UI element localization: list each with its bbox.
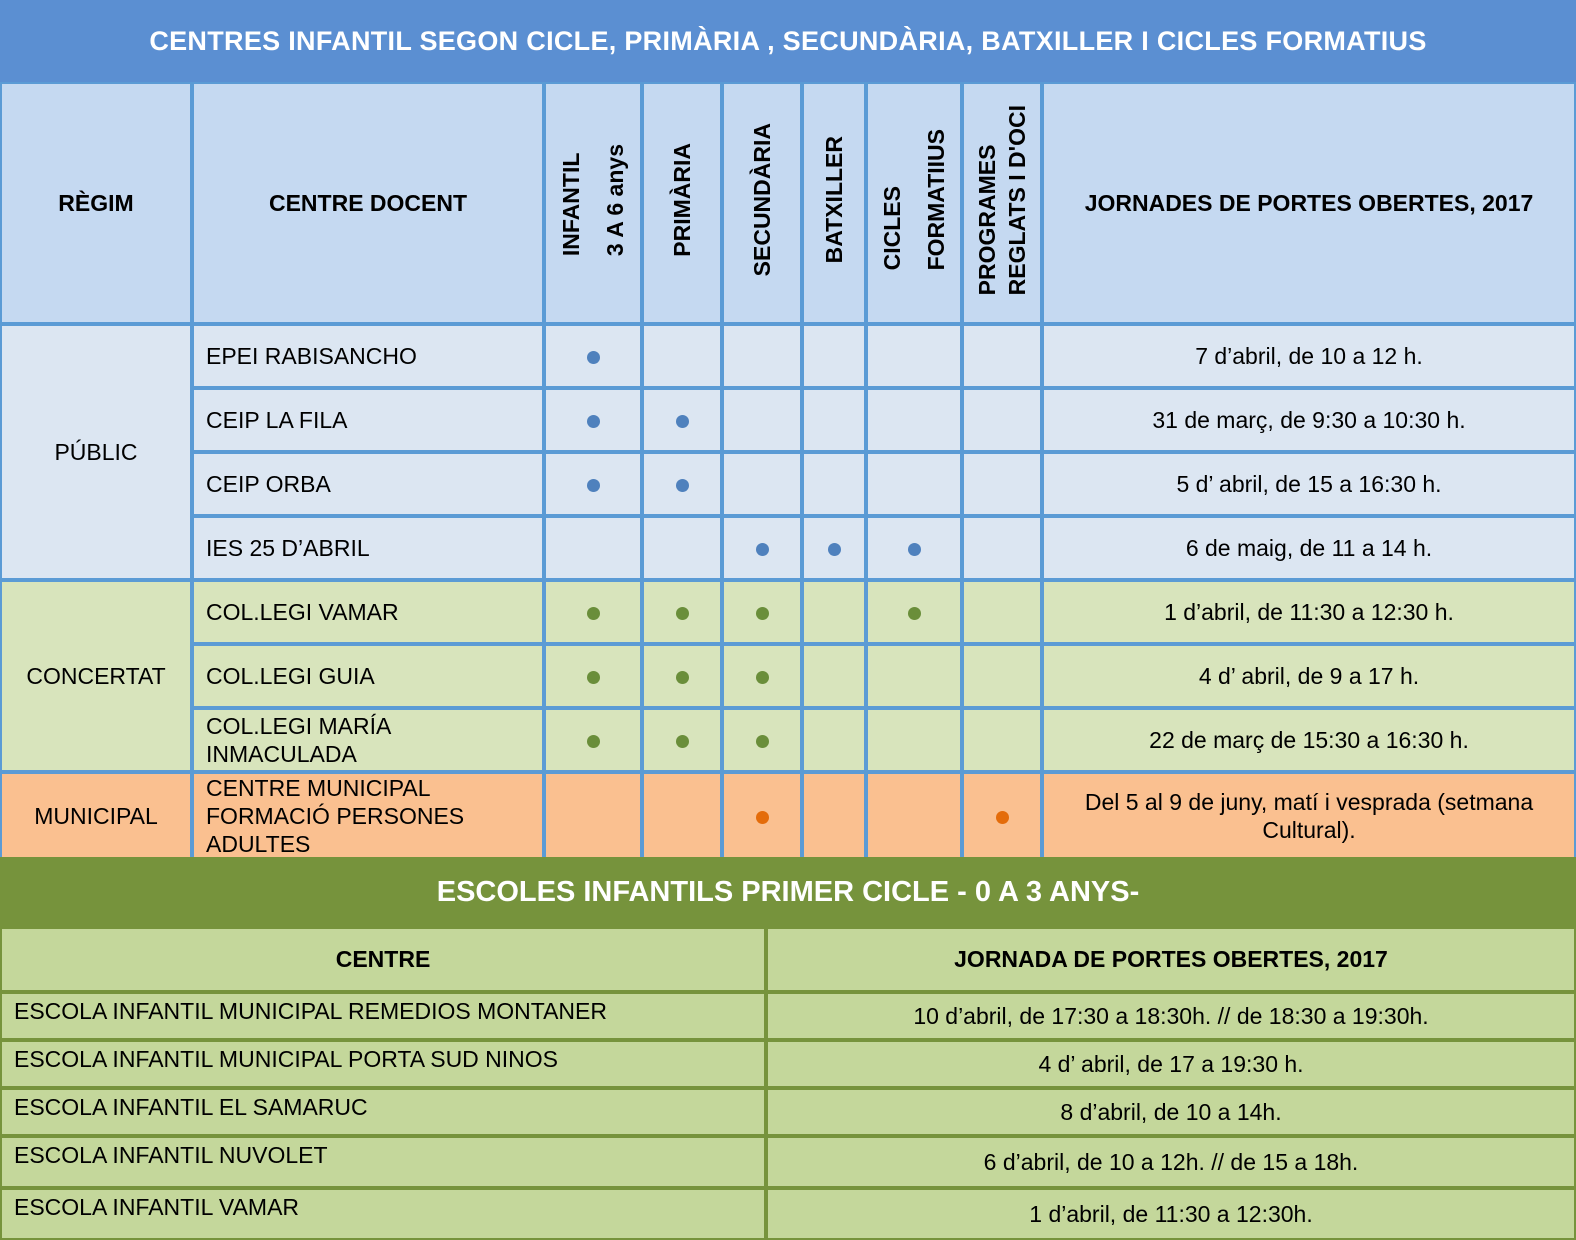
header-batxiller-text: BATXILLER xyxy=(821,136,847,264)
table-row xyxy=(0,516,1576,580)
nursery-dates: 1 d’abril, de 11:30 a 12:30h. xyxy=(766,1188,1576,1240)
header-primaria-text: PRIMÀRIA xyxy=(669,143,695,257)
empty-cell xyxy=(962,516,1042,580)
mark-secundaria xyxy=(722,708,802,772)
mark-primaria xyxy=(642,452,722,516)
empty-cell xyxy=(722,324,802,388)
mark-infantil xyxy=(544,452,642,516)
header-regim: RÈGIM xyxy=(0,82,192,324)
list-item xyxy=(0,1188,1576,1240)
table-row xyxy=(0,452,1576,516)
table-row xyxy=(0,580,1576,644)
header-programes xyxy=(962,82,1042,324)
empty-cell xyxy=(962,644,1042,708)
dot-icon xyxy=(756,735,769,748)
empty-cell xyxy=(962,388,1042,452)
centre-name: COL.LEGI GUIA xyxy=(192,644,544,708)
open-day-dates: 1 d’abril, de 11:30 a 12:30 h. xyxy=(1042,580,1576,644)
centre-name: COL.LEGI MARÍA INMACULADA xyxy=(192,708,544,772)
mark-infantil xyxy=(544,580,642,644)
table-row xyxy=(0,388,1576,452)
empty-cell xyxy=(802,708,866,772)
list-item xyxy=(0,1088,1576,1136)
empty-cell xyxy=(866,708,962,772)
open-day-dates: 6 de maig, de 11 a 14 h. xyxy=(1042,516,1576,580)
mark-secundaria xyxy=(722,772,802,860)
nursery-name: ESCOLA INFANTIL VAMAR xyxy=(0,1188,766,1240)
mark-secundaria xyxy=(722,644,802,708)
dot-icon xyxy=(756,543,769,556)
table-row xyxy=(0,644,1576,708)
dot-icon xyxy=(996,811,1009,824)
list-item xyxy=(0,1136,1576,1188)
empty-cell xyxy=(866,772,962,860)
dot-icon xyxy=(756,671,769,684)
empty-cell xyxy=(962,708,1042,772)
mark-cicles xyxy=(866,580,962,644)
top-title: CENTRES INFANTIL SEGON CICLE, PRIMÀRIA , SECUNDÀRIA, BATXILLER I CICLES FORMATIUS xyxy=(0,0,1576,82)
header-secundaria-text: SECUNDÀRIA xyxy=(749,123,775,277)
mark-infantil xyxy=(544,708,642,772)
list-item xyxy=(0,992,1576,1040)
header-centre-docent: CENTRE DOCENT xyxy=(192,82,544,324)
empty-cell xyxy=(802,388,866,452)
header-row xyxy=(0,82,1576,324)
table-row xyxy=(0,772,1576,860)
nursery-dates: 8 d’abril, de 10 a 14h. xyxy=(766,1088,1576,1136)
bottom-title: ESCOLES INFANTILS PRIMER CICLE - 0 A 3 ANYS- xyxy=(0,857,1576,927)
table-row xyxy=(0,324,1576,388)
table-row xyxy=(0,708,1576,772)
dot-icon xyxy=(676,415,689,428)
empty-cell xyxy=(802,452,866,516)
centres-table xyxy=(0,82,1576,860)
empty-cell xyxy=(866,388,962,452)
empty-cell xyxy=(802,324,866,388)
header-primaria xyxy=(642,82,722,324)
mark-primaria xyxy=(642,708,722,772)
empty-cell xyxy=(962,324,1042,388)
mark-programes xyxy=(962,772,1042,860)
centre-name: EPEI RABISANCHO xyxy=(192,324,544,388)
open-day-dates: 5 d’ abril, de 15 a 16:30 h. xyxy=(1042,452,1576,516)
list-item xyxy=(0,1040,1576,1088)
nursery-dates: 4 d’ abril, de 17 a 19:30 h. xyxy=(766,1040,1576,1088)
empty-cell xyxy=(866,452,962,516)
header-cicles-text: CICLES FORMATIIUS xyxy=(879,129,949,271)
empty-cell xyxy=(544,772,642,860)
open-day-dates: 7 d’abril, de 10 a 12 h. xyxy=(1042,324,1576,388)
centre-name: IES 25 D’ABRIL xyxy=(192,516,544,580)
centre-name: CEIP ORBA xyxy=(192,452,544,516)
nursery-schools-table xyxy=(0,927,1576,1240)
mark-batxiller xyxy=(802,516,866,580)
dot-icon xyxy=(587,415,600,428)
dot-icon xyxy=(676,671,689,684)
dot-icon xyxy=(756,811,769,824)
dot-icon xyxy=(756,607,769,620)
header-secundaria xyxy=(722,82,802,324)
open-day-dates: 22 de març de 15:30 a 16:30 h. xyxy=(1042,708,1576,772)
dot-icon xyxy=(587,671,600,684)
empty-cell xyxy=(544,516,642,580)
empty-cell xyxy=(962,452,1042,516)
header-batxiller xyxy=(802,82,866,324)
mark-primaria xyxy=(642,388,722,452)
nursery-header-row xyxy=(0,927,1576,992)
mark-infantil xyxy=(544,644,642,708)
empty-cell xyxy=(962,580,1042,644)
header-jornades: JORNADES DE PORTES OBERTES, 2017 xyxy=(1042,82,1576,324)
empty-cell xyxy=(802,644,866,708)
centre-name: CEIP LA FILA xyxy=(192,388,544,452)
nursery-name: ESCOLA INFANTIL NUVOLET xyxy=(0,1136,766,1188)
nursery-dates: 10 d’abril, de 17:30 a 18:30h. // de 18:30 a 19:30h. xyxy=(766,992,1576,1040)
empty-cell xyxy=(722,388,802,452)
empty-cell xyxy=(802,580,866,644)
regime-concertat: CONCERTAT xyxy=(0,580,192,772)
dot-icon xyxy=(676,735,689,748)
open-day-dates: Del 5 al 9 de juny, matí i vesprada (setmana Cultural). xyxy=(1042,772,1576,860)
mark-primaria xyxy=(642,644,722,708)
regime-public: PÚBLIC xyxy=(0,324,192,580)
empty-cell xyxy=(642,516,722,580)
header-infantil xyxy=(544,82,642,324)
dot-icon xyxy=(587,735,600,748)
header-jornada: JORNADA DE PORTES OBERTES, 2017 xyxy=(766,927,1576,992)
header-centre: CENTRE xyxy=(0,927,766,992)
nursery-name: ESCOLA INFANTIL MUNICIPAL PORTA SUD NINOS xyxy=(0,1040,766,1088)
mark-cicles xyxy=(866,516,962,580)
empty-cell xyxy=(642,772,722,860)
open-day-dates: 31 de març, de 9:30 a 10:30 h. xyxy=(1042,388,1576,452)
open-day-dates: 4 d’ abril, de 9 a 17 h. xyxy=(1042,644,1576,708)
mark-secundaria xyxy=(722,516,802,580)
empty-cell xyxy=(642,324,722,388)
header-infantil-text: INFANTIL 3 A 6 anys xyxy=(558,143,628,257)
mark-secundaria xyxy=(722,580,802,644)
header-programes-text: PROGRAMES REGLATS I D'OCI xyxy=(974,104,1030,296)
dot-icon xyxy=(587,351,600,364)
centre-name: COL.LEGI VAMAR xyxy=(192,580,544,644)
mark-infantil xyxy=(544,388,642,452)
dot-icon xyxy=(908,543,921,556)
nursery-name: ESCOLA INFANTIL EL SAMARUC xyxy=(0,1088,766,1136)
dot-icon xyxy=(828,543,841,556)
dot-icon xyxy=(676,607,689,620)
mark-primaria xyxy=(642,580,722,644)
empty-cell xyxy=(802,772,866,860)
dot-icon xyxy=(587,479,600,492)
empty-cell xyxy=(866,324,962,388)
centre-name: CENTRE MUNICIPAL FORMACIÓ PERSONES ADULTES xyxy=(192,772,544,860)
dot-icon xyxy=(676,479,689,492)
dot-icon xyxy=(908,607,921,620)
nursery-name: ESCOLA INFANTIL MUNICIPAL REMEDIOS MONTANER xyxy=(0,992,766,1040)
header-cicles xyxy=(866,82,962,324)
empty-cell xyxy=(866,644,962,708)
mark-infantil xyxy=(544,324,642,388)
empty-cell xyxy=(722,452,802,516)
regime-municipal: MUNICIPAL xyxy=(0,772,192,860)
nursery-dates: 6 d’abril, de 10 a 12h. // de 15 a 18h. xyxy=(766,1136,1576,1188)
dot-icon xyxy=(587,607,600,620)
